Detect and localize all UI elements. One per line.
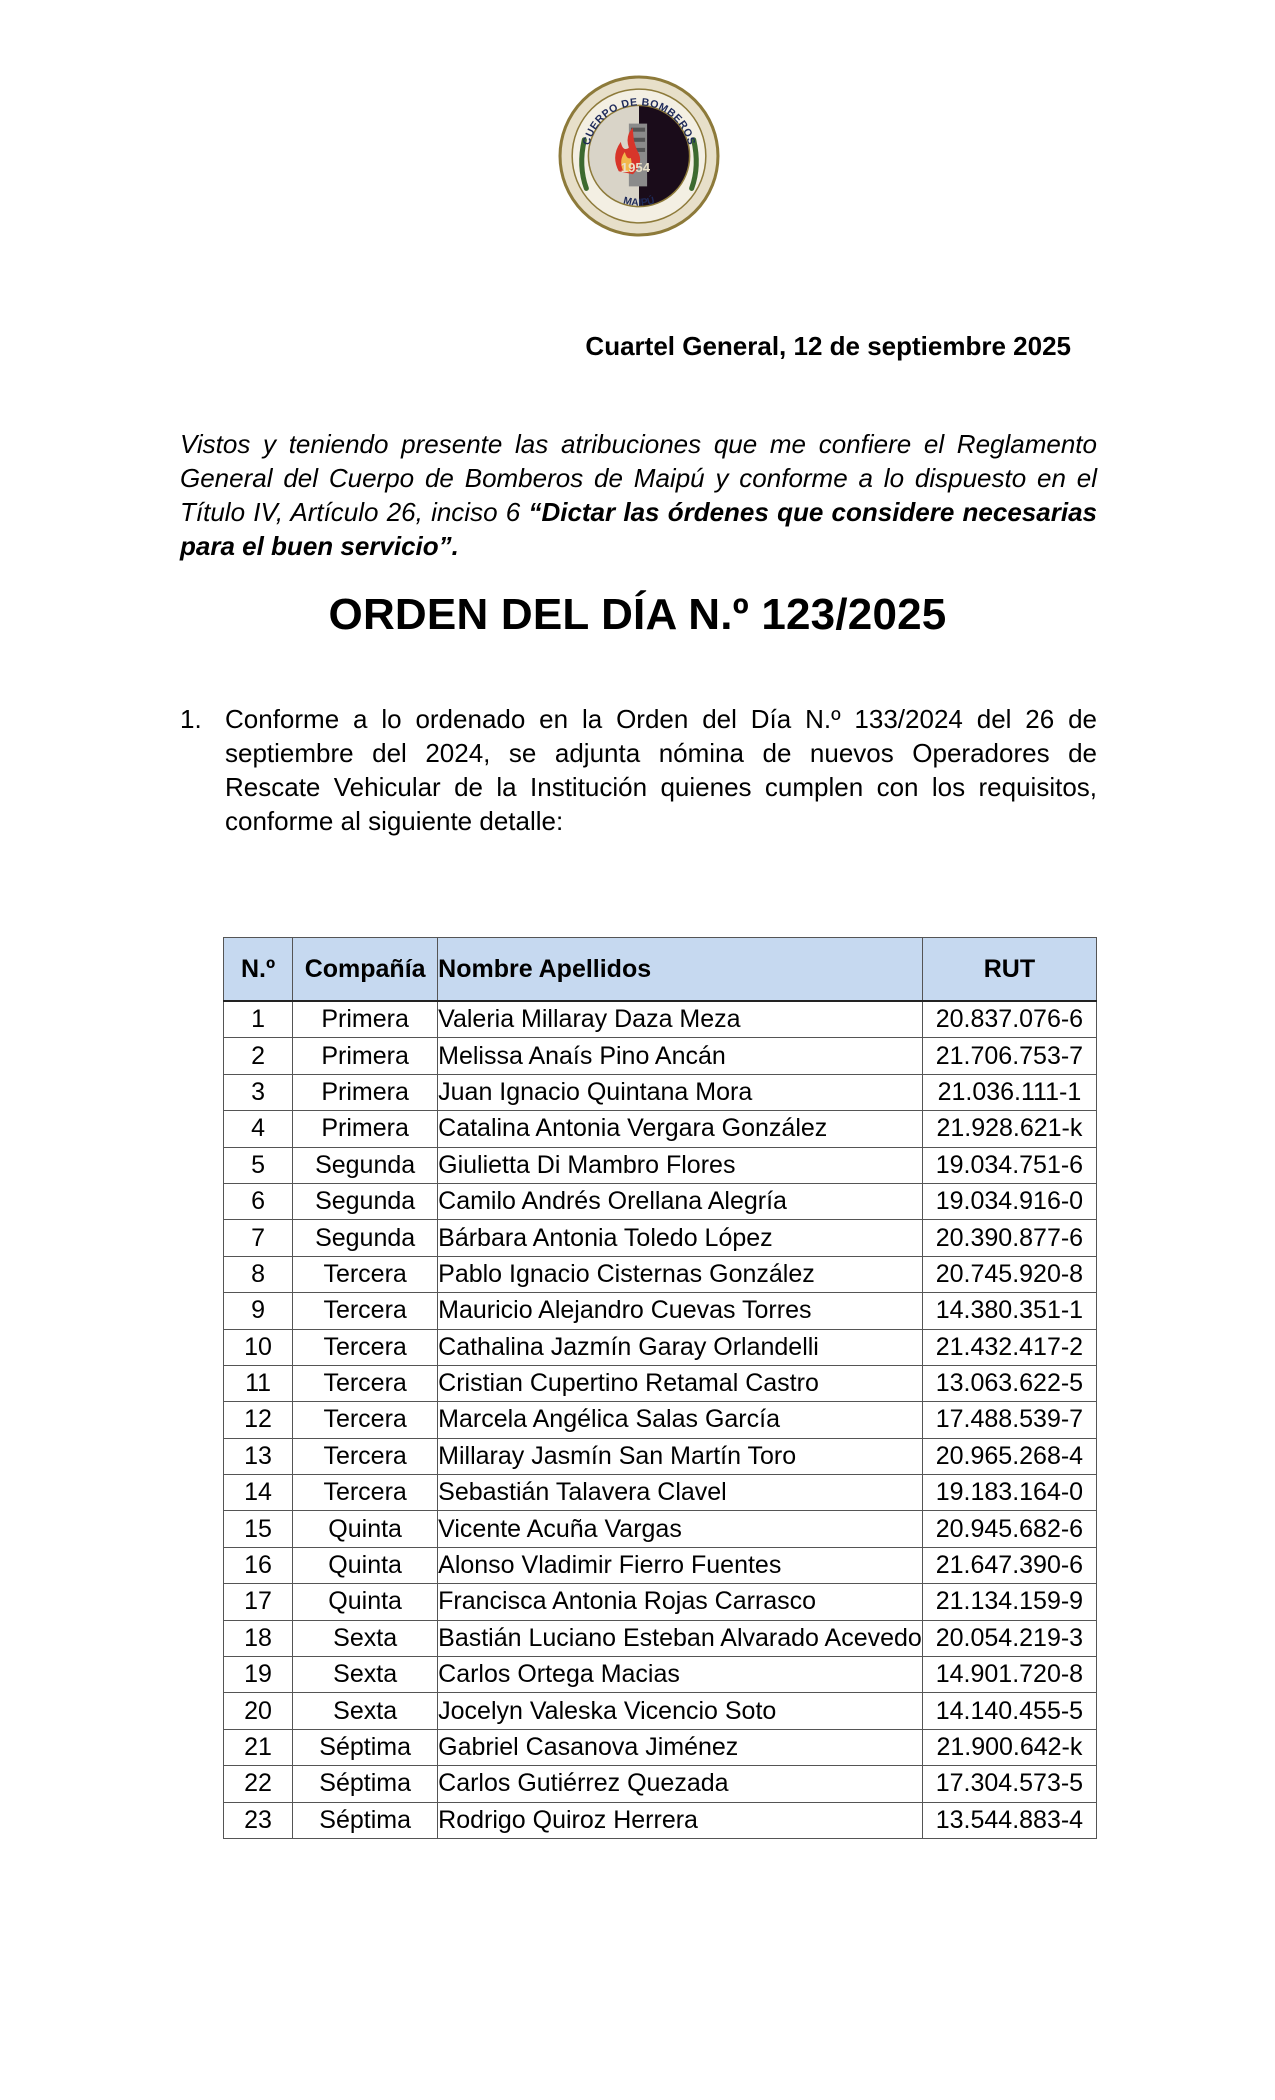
cell-company: Quinta — [293, 1511, 438, 1547]
operators-table — [223, 937, 1097, 1839]
cell-company: Séptima — [293, 1802, 438, 1838]
cell-num: 7 — [224, 1220, 293, 1256]
cell-num: 5 — [224, 1147, 293, 1183]
cell-rut: 17.304.573-5 — [922, 1766, 1096, 1802]
cell-company: Primera — [293, 1074, 438, 1110]
cell-name: Camilo Andrés Orellana Alegría — [438, 1183, 923, 1219]
table-row — [224, 1183, 1097, 1219]
cell-name: Carlos Ortega Macias — [438, 1657, 923, 1693]
cell-rut: 19.183.164-0 — [922, 1475, 1096, 1511]
cell-name: Valeria Millaray Daza Meza — [438, 1001, 923, 1038]
cell-rut: 21.036.111-1 — [922, 1074, 1096, 1110]
intro-text: Vistos y teniendo presente las atribuciones que me confiere el Reglamento General del Cuerpo de Bomberos de Maipú y conforme a lo dispuesto en el Título IV, Artículo 26, inciso 6 — [180, 429, 1097, 527]
cell-rut: 19.034.751-6 — [922, 1147, 1096, 1183]
cell-rut: 21.647.390-6 — [922, 1547, 1096, 1583]
cell-company: Primera — [293, 1038, 438, 1074]
table-row — [224, 1220, 1097, 1256]
table-row — [224, 1001, 1097, 1038]
table-row — [224, 1475, 1097, 1511]
numbered-item — [180, 702, 1097, 838]
cell-num: 14 — [224, 1475, 293, 1511]
table-row — [224, 1074, 1097, 1110]
cell-name: Catalina Antonia Vergara González — [438, 1111, 923, 1147]
cell-name: Jocelyn Valeska Vicencio Soto — [438, 1693, 923, 1729]
cell-num: 22 — [224, 1766, 293, 1802]
table-row — [224, 1438, 1097, 1474]
seal-year: 1954 — [620, 160, 651, 176]
table-body — [224, 1001, 1097, 1838]
intro-paragraph — [180, 427, 1097, 563]
cell-rut: 17.488.539-7 — [922, 1402, 1096, 1438]
header-num: N.º — [224, 938, 293, 1002]
intro-quote: “Dictar las órdenes que considere necesarias para el buen servicio”. — [180, 497, 1097, 561]
table-row — [224, 1693, 1097, 1729]
cell-name: Melissa Anaís Pino Ancán — [438, 1038, 923, 1074]
cell-num: 11 — [224, 1365, 293, 1401]
cell-name: Juan Ignacio Quintana Mora — [438, 1074, 923, 1110]
table-row — [224, 1620, 1097, 1656]
cell-num: 19 — [224, 1657, 293, 1693]
cell-rut: 21.928.621-k — [922, 1111, 1096, 1147]
table-row — [224, 1802, 1097, 1838]
cell-rut: 20.837.076-6 — [922, 1001, 1096, 1038]
cell-num: 18 — [224, 1620, 293, 1656]
cell-name: Sebastián Talavera Clavel — [438, 1475, 923, 1511]
cell-num: 12 — [224, 1402, 293, 1438]
table-row — [224, 1657, 1097, 1693]
cell-company: Séptima — [293, 1729, 438, 1765]
cell-company: Primera — [293, 1001, 438, 1038]
cell-company: Sexta — [293, 1657, 438, 1693]
cell-company: Tercera — [293, 1293, 438, 1329]
cell-company: Segunda — [293, 1147, 438, 1183]
cell-company: Tercera — [293, 1475, 438, 1511]
header-company: Compañía — [293, 938, 438, 1002]
table-row — [224, 1547, 1097, 1583]
cell-name: Cathalina Jazmín Garay Orlandelli — [438, 1329, 923, 1365]
cell-rut: 19.034.916-0 — [922, 1183, 1096, 1219]
cell-rut: 21.900.642-k — [922, 1729, 1096, 1765]
cell-name: Rodrigo Quiroz Herrera — [438, 1802, 923, 1838]
cell-num: 13 — [224, 1438, 293, 1474]
fire-department-seal-logo — [558, 75, 720, 237]
cell-rut: 14.140.455-5 — [922, 1693, 1096, 1729]
cell-num: 4 — [224, 1111, 293, 1147]
table-row — [224, 1511, 1097, 1547]
cell-name: Francisca Antonia Rojas Carrasco — [438, 1584, 923, 1620]
order-title: ORDEN DEL DÍA N.º 123/2025 — [328, 590, 947, 639]
cell-name: Marcela Angélica Salas García — [438, 1402, 923, 1438]
cell-company: Séptima — [293, 1766, 438, 1802]
seal-top-text: CUERPO DE BOMBEROS — [580, 96, 698, 147]
cell-num: 6 — [224, 1183, 293, 1219]
cell-company: Tercera — [293, 1438, 438, 1474]
cell-company: Tercera — [293, 1329, 438, 1365]
cell-num: 2 — [224, 1038, 293, 1074]
table-row — [224, 1766, 1097, 1802]
header-rut: RUT — [922, 938, 1096, 1002]
cell-rut: 21.706.753-7 — [922, 1038, 1096, 1074]
cell-name: Alonso Vladimir Fierro Fuentes — [438, 1547, 923, 1583]
cell-name: Gabriel Casanova Jiménez — [438, 1729, 923, 1765]
cell-rut: 14.380.351-1 — [922, 1293, 1096, 1329]
cell-rut: 20.965.268-4 — [922, 1438, 1096, 1474]
table-header-row — [224, 938, 1097, 1002]
cell-rut: 20.745.920-8 — [922, 1256, 1096, 1292]
item-number: 1. — [180, 704, 202, 734]
cell-num: 16 — [224, 1547, 293, 1583]
cell-name: Carlos Gutiérrez Quezada — [438, 1766, 923, 1802]
cell-company: Quinta — [293, 1547, 438, 1583]
cell-company: Quinta — [293, 1584, 438, 1620]
cell-num: 20 — [224, 1693, 293, 1729]
cell-rut: 20.054.219-3 — [922, 1620, 1096, 1656]
cell-rut: 20.945.682-6 — [922, 1511, 1096, 1547]
table-row — [224, 1584, 1097, 1620]
cell-name: Cristian Cupertino Retamal Castro — [438, 1365, 923, 1401]
cell-name: Pablo Ignacio Cisternas González — [438, 1256, 923, 1292]
cell-name: Giulietta Di Mambro Flores — [438, 1147, 923, 1183]
cell-name: Millaray Jasmín San Martín Toro — [438, 1438, 923, 1474]
cell-num: 10 — [224, 1329, 293, 1365]
cell-num: 15 — [224, 1511, 293, 1547]
date-line: Cuartel General, 12 de septiembre 2025 — [585, 331, 1071, 361]
cell-name: Mauricio Alejandro Cuevas Torres — [438, 1293, 923, 1329]
cell-company: Tercera — [293, 1365, 438, 1401]
cell-company: Sexta — [293, 1620, 438, 1656]
cell-name: Bárbara Antonia Toledo López — [438, 1220, 923, 1256]
cell-rut: 14.901.720-8 — [922, 1657, 1096, 1693]
cell-num: 1 — [224, 1001, 293, 1038]
table-row — [224, 1729, 1097, 1765]
cell-company: Sexta — [293, 1693, 438, 1729]
cell-rut: 21.432.417-2 — [922, 1329, 1096, 1365]
table-row — [224, 1329, 1097, 1365]
table-row — [224, 1293, 1097, 1329]
cell-name: Vicente Acuña Vargas — [438, 1511, 923, 1547]
cell-num: 3 — [224, 1074, 293, 1110]
cell-num: 17 — [224, 1584, 293, 1620]
cell-num: 21 — [224, 1729, 293, 1765]
cell-company: Segunda — [293, 1183, 438, 1219]
cell-num: 23 — [224, 1802, 293, 1838]
seal-bottom-text: MAIPÚ — [622, 195, 656, 209]
cell-rut: 13.544.883-4 — [922, 1802, 1096, 1838]
cell-company: Tercera — [293, 1402, 438, 1438]
table-row — [224, 1111, 1097, 1147]
table-row — [224, 1147, 1097, 1183]
table-row — [224, 1038, 1097, 1074]
header-name: Nombre Apellidos — [438, 938, 923, 1002]
cell-company: Segunda — [293, 1220, 438, 1256]
cell-company: Primera — [293, 1111, 438, 1147]
cell-rut: 21.134.159-9 — [922, 1584, 1096, 1620]
table-row — [224, 1402, 1097, 1438]
table-row — [224, 1256, 1097, 1292]
cell-company: Tercera — [293, 1256, 438, 1292]
item-text: Conforme a lo ordenado en la Orden del Día N.º 133/2024 del 26 de septiembre del 2024, se adjunta nómina de nuevos Operadores de Rescate Vehicular de la Institución quienes cumplen con los requisitos, conforme al siguiente detalle: — [225, 704, 1097, 836]
cell-rut: 13.063.622-5 — [922, 1365, 1096, 1401]
cell-num: 8 — [224, 1256, 293, 1292]
cell-name: Bastián Luciano Esteban Alvarado Acevedo — [438, 1620, 923, 1656]
cell-num: 9 — [224, 1293, 293, 1329]
table-row — [224, 1365, 1097, 1401]
cell-rut: 20.390.877-6 — [922, 1220, 1096, 1256]
